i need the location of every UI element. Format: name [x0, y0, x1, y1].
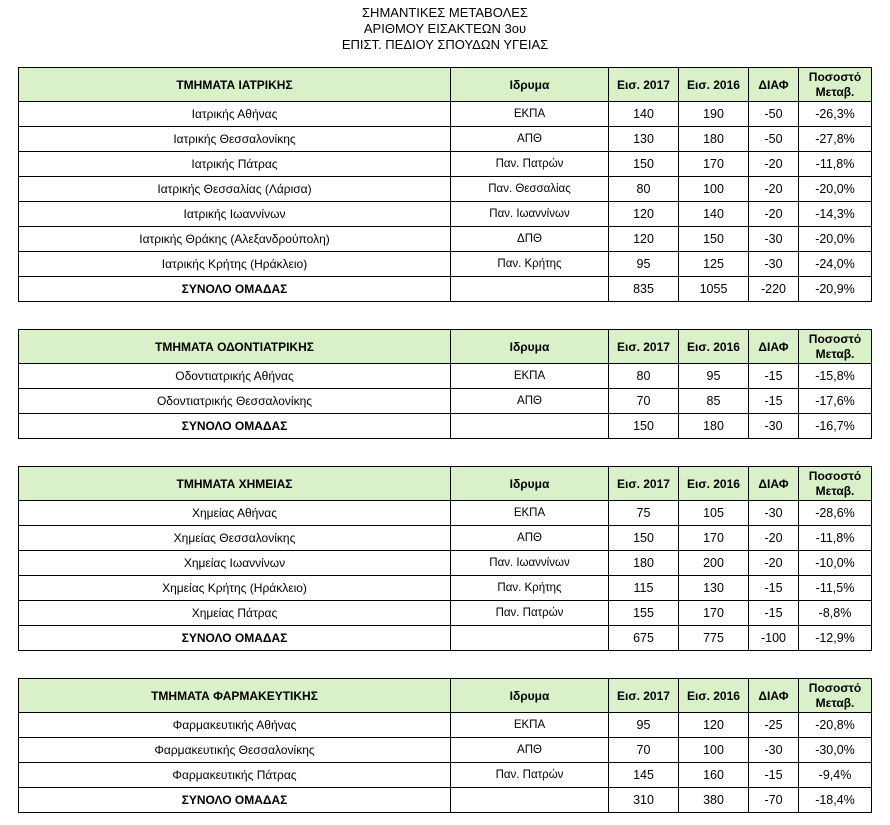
- eis-2017: 80: [609, 364, 679, 389]
- table-row: [19, 202, 872, 227]
- eis-2017: 150: [609, 414, 679, 439]
- pct-change: -8,8%: [799, 601, 872, 626]
- diff: -25: [749, 713, 799, 738]
- pct-change: -17,6%: [799, 389, 872, 414]
- institution: ΑΠΘ: [451, 389, 609, 414]
- table-row: [19, 551, 872, 576]
- header-pct: [799, 330, 872, 364]
- eis-2016: 85: [679, 389, 749, 414]
- header-pct: [799, 467, 872, 501]
- institution: ΑΠΘ: [451, 526, 609, 551]
- institution: ΕΚΠΑ: [451, 364, 609, 389]
- institution: ΕΚΠΑ: [451, 713, 609, 738]
- eis-2016: 120: [679, 713, 749, 738]
- title-line-2: ΑΡΙΘΜΟΥ ΕΙΣΑΚΤΕΩΝ 3ου: [363, 21, 527, 36]
- eis-2016: 125: [679, 252, 749, 277]
- header-eis2016: Εισ. 2016: [679, 330, 749, 364]
- institution: Παν. Ιωαννίνων: [451, 202, 609, 227]
- institution: Παν. Θεσσαλίας: [451, 177, 609, 202]
- dept-name: Ιατρικής Κρήτης (Ηράκλειο): [19, 252, 451, 277]
- table-row: [19, 738, 872, 763]
- dept-name: Ιατρικής Ιωαννίνων: [19, 202, 451, 227]
- eis-2016: 160: [679, 763, 749, 788]
- diff: -30: [749, 227, 799, 252]
- dept-name: Ιατρικής Αθήνας: [19, 102, 451, 127]
- dept-name: Φαρμακευτικής Αθήνας: [19, 713, 451, 738]
- table-row: [19, 576, 872, 601]
- pct-change: -16,7%: [799, 414, 872, 439]
- eis-2017: 70: [609, 738, 679, 763]
- table-row: [19, 389, 872, 414]
- table-row: [19, 227, 872, 252]
- diff: -70: [749, 788, 799, 813]
- institution: [451, 626, 609, 651]
- header-institution: Ιδρυμα: [451, 679, 609, 713]
- header-eis2017: Εισ. 2017: [609, 330, 679, 364]
- table-row: [19, 526, 872, 551]
- pct-change: -30,0%: [799, 738, 872, 763]
- header-pct-line2: Μεταβ.: [815, 346, 855, 361]
- eis-2016: 130: [679, 576, 749, 601]
- header-institution: Ιδρυμα: [451, 330, 609, 364]
- eis-2017: 835: [609, 277, 679, 302]
- diff: -220: [749, 277, 799, 302]
- eis-2017: 145: [609, 763, 679, 788]
- pct-change: -11,8%: [799, 152, 872, 177]
- group-title: ΤΜΗΜΑΤΑ ΟΔΟΝΤΙΑΤΡΙΚΗΣ: [19, 330, 451, 364]
- diff: -15: [749, 576, 799, 601]
- institution: Παν. Πατρών: [451, 152, 609, 177]
- header-pct-line2: Μεταβ.: [815, 483, 855, 498]
- pct-change: -18,4%: [799, 788, 872, 813]
- table-header-row: [19, 467, 872, 501]
- table-row: [19, 177, 872, 202]
- diff: -30: [749, 501, 799, 526]
- header-pct-line1: Ποσοστό: [808, 69, 862, 84]
- dept-name: Ιατρικής Θράκης (Αλεξανδρούπολη): [19, 227, 451, 252]
- table-header-row: [19, 68, 872, 102]
- institution: ΕΚΠΑ: [451, 501, 609, 526]
- group-title: ΤΜΗΜΑΤΑ ΙΑΤΡΙΚΗΣ: [19, 68, 451, 102]
- document-title: [0, 5, 890, 53]
- diff: -15: [749, 364, 799, 389]
- diff: -20: [749, 152, 799, 177]
- eis-2017: 70: [609, 389, 679, 414]
- dept-name: Φαρμακευτικής Θεσσαλονίκης: [19, 738, 451, 763]
- pct-change: -27,8%: [799, 127, 872, 152]
- eis-2016: 180: [679, 414, 749, 439]
- group-total-row: [19, 277, 872, 302]
- pct-change: -14,3%: [799, 202, 872, 227]
- diff: -20: [749, 526, 799, 551]
- header-pct-line1: Ποσοστό: [808, 468, 862, 483]
- dept-name: Χημείας Ιωαννίνων: [19, 551, 451, 576]
- eis-2017: 180: [609, 551, 679, 576]
- institution: ΑΠΘ: [451, 738, 609, 763]
- header-pct-line1: Ποσοστό: [808, 331, 862, 346]
- table-row: [19, 102, 872, 127]
- header-pct-line2: Μεταβ.: [815, 695, 855, 710]
- table-row: [19, 601, 872, 626]
- dept-name: Ιατρικής Θεσσαλίας (Λάρισα): [19, 177, 451, 202]
- table-medicine: [18, 67, 872, 302]
- header-diff: ΔΙΑΦ: [749, 68, 799, 102]
- header-eis2017: Εισ. 2017: [609, 68, 679, 102]
- eis-2017: 95: [609, 252, 679, 277]
- diff: -30: [749, 738, 799, 763]
- diff: -50: [749, 102, 799, 127]
- diff: -15: [749, 763, 799, 788]
- table-dentistry: [18, 329, 872, 439]
- eis-2016: 170: [679, 601, 749, 626]
- header-diff: ΔΙΑΦ: [749, 330, 799, 364]
- header-pct: [799, 679, 872, 713]
- dept-name: Χημείας Θεσσαλονίκης: [19, 526, 451, 551]
- pct-change: -12,9%: [799, 626, 872, 651]
- eis-2016: 1055: [679, 277, 749, 302]
- diff: -100: [749, 626, 799, 651]
- eis-2016: 140: [679, 202, 749, 227]
- institution: Παν. Πατρών: [451, 763, 609, 788]
- eis-2016: 95: [679, 364, 749, 389]
- header-pct-line1: Ποσοστό: [808, 680, 862, 695]
- table-chemistry: [18, 466, 872, 651]
- eis-2017: 140: [609, 102, 679, 127]
- header-eis2016: Εισ. 2016: [679, 68, 749, 102]
- header-eis2017: Εισ. 2017: [609, 679, 679, 713]
- dept-name: Χημείας Αθήνας: [19, 501, 451, 526]
- table-row: [19, 763, 872, 788]
- eis-2016: 170: [679, 152, 749, 177]
- total-label: ΣΥΝΟΛΟ ΟΜΑΔΑΣ: [19, 626, 451, 651]
- pct-change: -20,8%: [799, 713, 872, 738]
- institution: [451, 414, 609, 439]
- group-total-row: [19, 414, 872, 439]
- institution: Παν. Κρήτης: [451, 252, 609, 277]
- eis-2016: 100: [679, 177, 749, 202]
- header-institution: Ιδρυμα: [451, 68, 609, 102]
- eis-2017: 115: [609, 576, 679, 601]
- diff: -15: [749, 601, 799, 626]
- total-label: ΣΥΝΟΛΟ ΟΜΑΔΑΣ: [19, 788, 451, 813]
- dept-name: Οδοντιατρικής Αθήνας: [19, 364, 451, 389]
- header-diff: ΔΙΑΦ: [749, 679, 799, 713]
- pct-change: -15,8%: [799, 364, 872, 389]
- pct-change: -9,4%: [799, 763, 872, 788]
- pct-change: -24,0%: [799, 252, 872, 277]
- eis-2016: 200: [679, 551, 749, 576]
- dept-name: Φαρμακευτικής Πάτρας: [19, 763, 451, 788]
- eis-2017: 75: [609, 501, 679, 526]
- eis-2017: 155: [609, 601, 679, 626]
- diff: -50: [749, 127, 799, 152]
- header-pct: [799, 68, 872, 102]
- institution: Παν. Κρήτης: [451, 576, 609, 601]
- title-line-1: ΣΗΜΑΝΤΙΚΕΣ ΜΕΤΑΒΟΛΕΣ: [362, 5, 528, 20]
- dept-name: Ιατρικής Πάτρας: [19, 152, 451, 177]
- eis-2017: 120: [609, 202, 679, 227]
- eis-2016: 180: [679, 127, 749, 152]
- dept-name: Ιατρικής Θεσσαλονίκης: [19, 127, 451, 152]
- table-row: [19, 364, 872, 389]
- pct-change: -26,3%: [799, 102, 872, 127]
- dept-name: Οδοντιατρικής Θεσσαλονίκης: [19, 389, 451, 414]
- institution: ΔΠΘ: [451, 227, 609, 252]
- eis-2016: 170: [679, 526, 749, 551]
- institution: ΕΚΠΑ: [451, 102, 609, 127]
- pct-change: -11,8%: [799, 526, 872, 551]
- eis-2017: 310: [609, 788, 679, 813]
- group-title: ΤΜΗΜΑΤΑ ΧΗΜΕΙΑΣ: [19, 467, 451, 501]
- title-line-3: ΕΠΙΣΤ. ΠΕΔΙΟΥ ΣΠΟΥΔΩΝ ΥΓΕΙΑΣ: [341, 37, 549, 52]
- table-header-row: [19, 330, 872, 364]
- pct-change: -11,5%: [799, 576, 872, 601]
- dept-name: Χημείας Πάτρας: [19, 601, 451, 626]
- dept-name: Χημείας Κρήτης (Ηράκλειο): [19, 576, 451, 601]
- institution: Παν. Ιωαννίνων: [451, 551, 609, 576]
- institution: Παν. Πατρών: [451, 601, 609, 626]
- institution: [451, 788, 609, 813]
- diff: -15: [749, 389, 799, 414]
- eis-2017: 130: [609, 127, 679, 152]
- group-total-row: [19, 626, 872, 651]
- eis-2017: 150: [609, 526, 679, 551]
- diff: -20: [749, 202, 799, 227]
- header-eis2017: Εισ. 2017: [609, 467, 679, 501]
- group-total-row: [19, 788, 872, 813]
- eis-2017: 80: [609, 177, 679, 202]
- eis-2017: 95: [609, 713, 679, 738]
- eis-2016: 100: [679, 738, 749, 763]
- table-row: [19, 127, 872, 152]
- header-diff: ΔΙΑΦ: [749, 467, 799, 501]
- table-row: [19, 152, 872, 177]
- diff: -30: [749, 414, 799, 439]
- eis-2016: 775: [679, 626, 749, 651]
- eis-2017: 150: [609, 152, 679, 177]
- table-header-row: [19, 679, 872, 713]
- eis-2016: 380: [679, 788, 749, 813]
- total-label: ΣΥΝΟΛΟ ΟΜΑΔΑΣ: [19, 277, 451, 302]
- diff: -20: [749, 551, 799, 576]
- table-row: [19, 501, 872, 526]
- pct-change: -10,0%: [799, 551, 872, 576]
- eis-2017: 120: [609, 227, 679, 252]
- eis-2016: 105: [679, 501, 749, 526]
- eis-2017: 675: [609, 626, 679, 651]
- diff: -20: [749, 177, 799, 202]
- header-eis2016: Εισ. 2016: [679, 467, 749, 501]
- table-row: [19, 252, 872, 277]
- institution: [451, 277, 609, 302]
- total-label: ΣΥΝΟΛΟ ΟΜΑΔΑΣ: [19, 414, 451, 439]
- header-pct-line2: Μεταβ.: [815, 84, 855, 99]
- table-pharmacy: [18, 678, 872, 813]
- pct-change: -20,9%: [799, 277, 872, 302]
- diff: -30: [749, 252, 799, 277]
- header-institution: Ιδρυμα: [451, 467, 609, 501]
- eis-2016: 150: [679, 227, 749, 252]
- pct-change: -20,0%: [799, 227, 872, 252]
- pct-change: -20,0%: [799, 177, 872, 202]
- group-title: ΤΜΗΜΑΤΑ ΦΑΡΜΑΚΕΥΤΙΚΗΣ: [19, 679, 451, 713]
- eis-2016: 190: [679, 102, 749, 127]
- pct-change: -28,6%: [799, 501, 872, 526]
- header-eis2016: Εισ. 2016: [679, 679, 749, 713]
- table-row: [19, 713, 872, 738]
- institution: ΑΠΘ: [451, 127, 609, 152]
